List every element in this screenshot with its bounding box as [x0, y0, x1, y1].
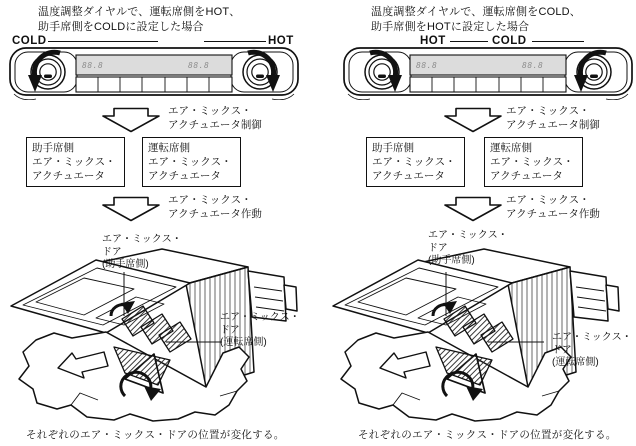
dial-rotate-ccw-arrow-icon [573, 46, 615, 94]
label-line: アクチュエータ制御 [506, 119, 600, 131]
air-mix-door-passenger-label [102, 234, 182, 272]
box-line: エア・ミックス・ [490, 156, 574, 168]
cold-label: COLD [492, 35, 527, 47]
label-line: (助手席側) [428, 255, 475, 266]
lcd-display-right: 88.8 [188, 61, 210, 70]
label-line: アクチュエータ作動 [168, 208, 262, 220]
label-line: エア・ミックス・ [428, 230, 508, 241]
label-line: ドア [552, 344, 572, 356]
driver-actuator-box [142, 137, 241, 187]
label-leader-line [48, 41, 158, 42]
air-mix-door-driver-label [220, 312, 300, 350]
label-line: エア・ミックス・ [102, 234, 182, 245]
air-mix-door-passenger-label [428, 230, 508, 268]
title-line: 助手席側をHOTに設定した場合 [371, 21, 530, 33]
left-scenario-title [38, 5, 240, 35]
hot-label: HOT [268, 35, 294, 47]
title-line: 温度調整ダイヤルで、運転席側をHOT、 [38, 6, 241, 18]
air-mix-door-driver-label [552, 332, 632, 370]
box-line: エア・ミックス・ [372, 156, 456, 168]
actuator-control-label [506, 104, 600, 132]
actuator-operate-label [506, 193, 600, 221]
result-caption: それぞれのエア・ミックス・ドアの位置が変化する。 [26, 429, 285, 441]
actuator-control-label [168, 104, 262, 132]
dial-rotate-ccw-arrow-icon [27, 46, 69, 94]
flow-down-arrow-icon [102, 107, 160, 133]
box-line: アクチュエータ [32, 170, 105, 182]
label-line: ドア [220, 324, 240, 336]
box-line: 助手席側 [32, 142, 74, 154]
label-line: アクチュエータ作動 [506, 208, 600, 220]
label-line: エア・ミックス・ [506, 105, 590, 117]
flow-down-arrow-icon [444, 107, 502, 133]
actuator-operate-label [168, 193, 262, 221]
title-line: 助手席側をCOLDに設定した場合 [38, 21, 204, 33]
box-line: エア・ミックス・ [148, 156, 232, 168]
result-caption: それぞれのエア・ミックス・ドアの位置が変化する。 [358, 429, 617, 441]
lcd-display-left: 88.8 [416, 61, 438, 70]
passenger-actuator-box [26, 137, 125, 187]
label-leader-line [450, 41, 488, 42]
label-leader-line [532, 41, 584, 42]
label-line: エア・ミックス・ [552, 332, 632, 343]
box-line: アクチュエータ [490, 170, 563, 182]
cold-label: COLD [12, 35, 47, 47]
box-line: 助手席側 [372, 142, 414, 154]
right-scenario-title [371, 5, 581, 35]
driver-actuator-box [484, 137, 583, 187]
label-line: エア・ミックス・ [168, 194, 252, 206]
dial-rotate-cw-arrow-icon [361, 46, 403, 94]
hot-label: HOT [420, 35, 446, 47]
lcd-display-left: 88.8 [82, 61, 104, 70]
box-line: 運転席側 [490, 142, 532, 154]
label-line: ドア [428, 242, 448, 254]
label-line: ドア [102, 246, 122, 258]
passenger-actuator-box [366, 137, 465, 187]
dial-rotate-cw-arrow-icon [239, 46, 281, 94]
title-line: 温度調整ダイヤルで、運転席側をCOLD、 [371, 6, 582, 18]
box-line: アクチュエータ [148, 170, 221, 182]
flow-down-arrow-icon [444, 196, 502, 222]
label-line: エア・ミックス・ [168, 105, 252, 117]
label-line: (運転席側) [552, 357, 599, 368]
box-line: 運転席側 [148, 142, 190, 154]
lcd-display-right: 88.8 [522, 61, 544, 70]
label-line: (助手席側) [102, 259, 149, 270]
label-line: (運転席側) [220, 337, 267, 348]
label-leader-line [204, 41, 266, 42]
box-line: アクチュエータ [372, 170, 445, 182]
label-line: エア・ミックス・ [506, 194, 590, 206]
label-line: エア・ミックス・ [220, 312, 300, 323]
label-line: アクチュエータ制御 [168, 119, 262, 131]
box-line: エア・ミックス・ [32, 156, 116, 168]
flow-down-arrow-icon [102, 196, 160, 222]
